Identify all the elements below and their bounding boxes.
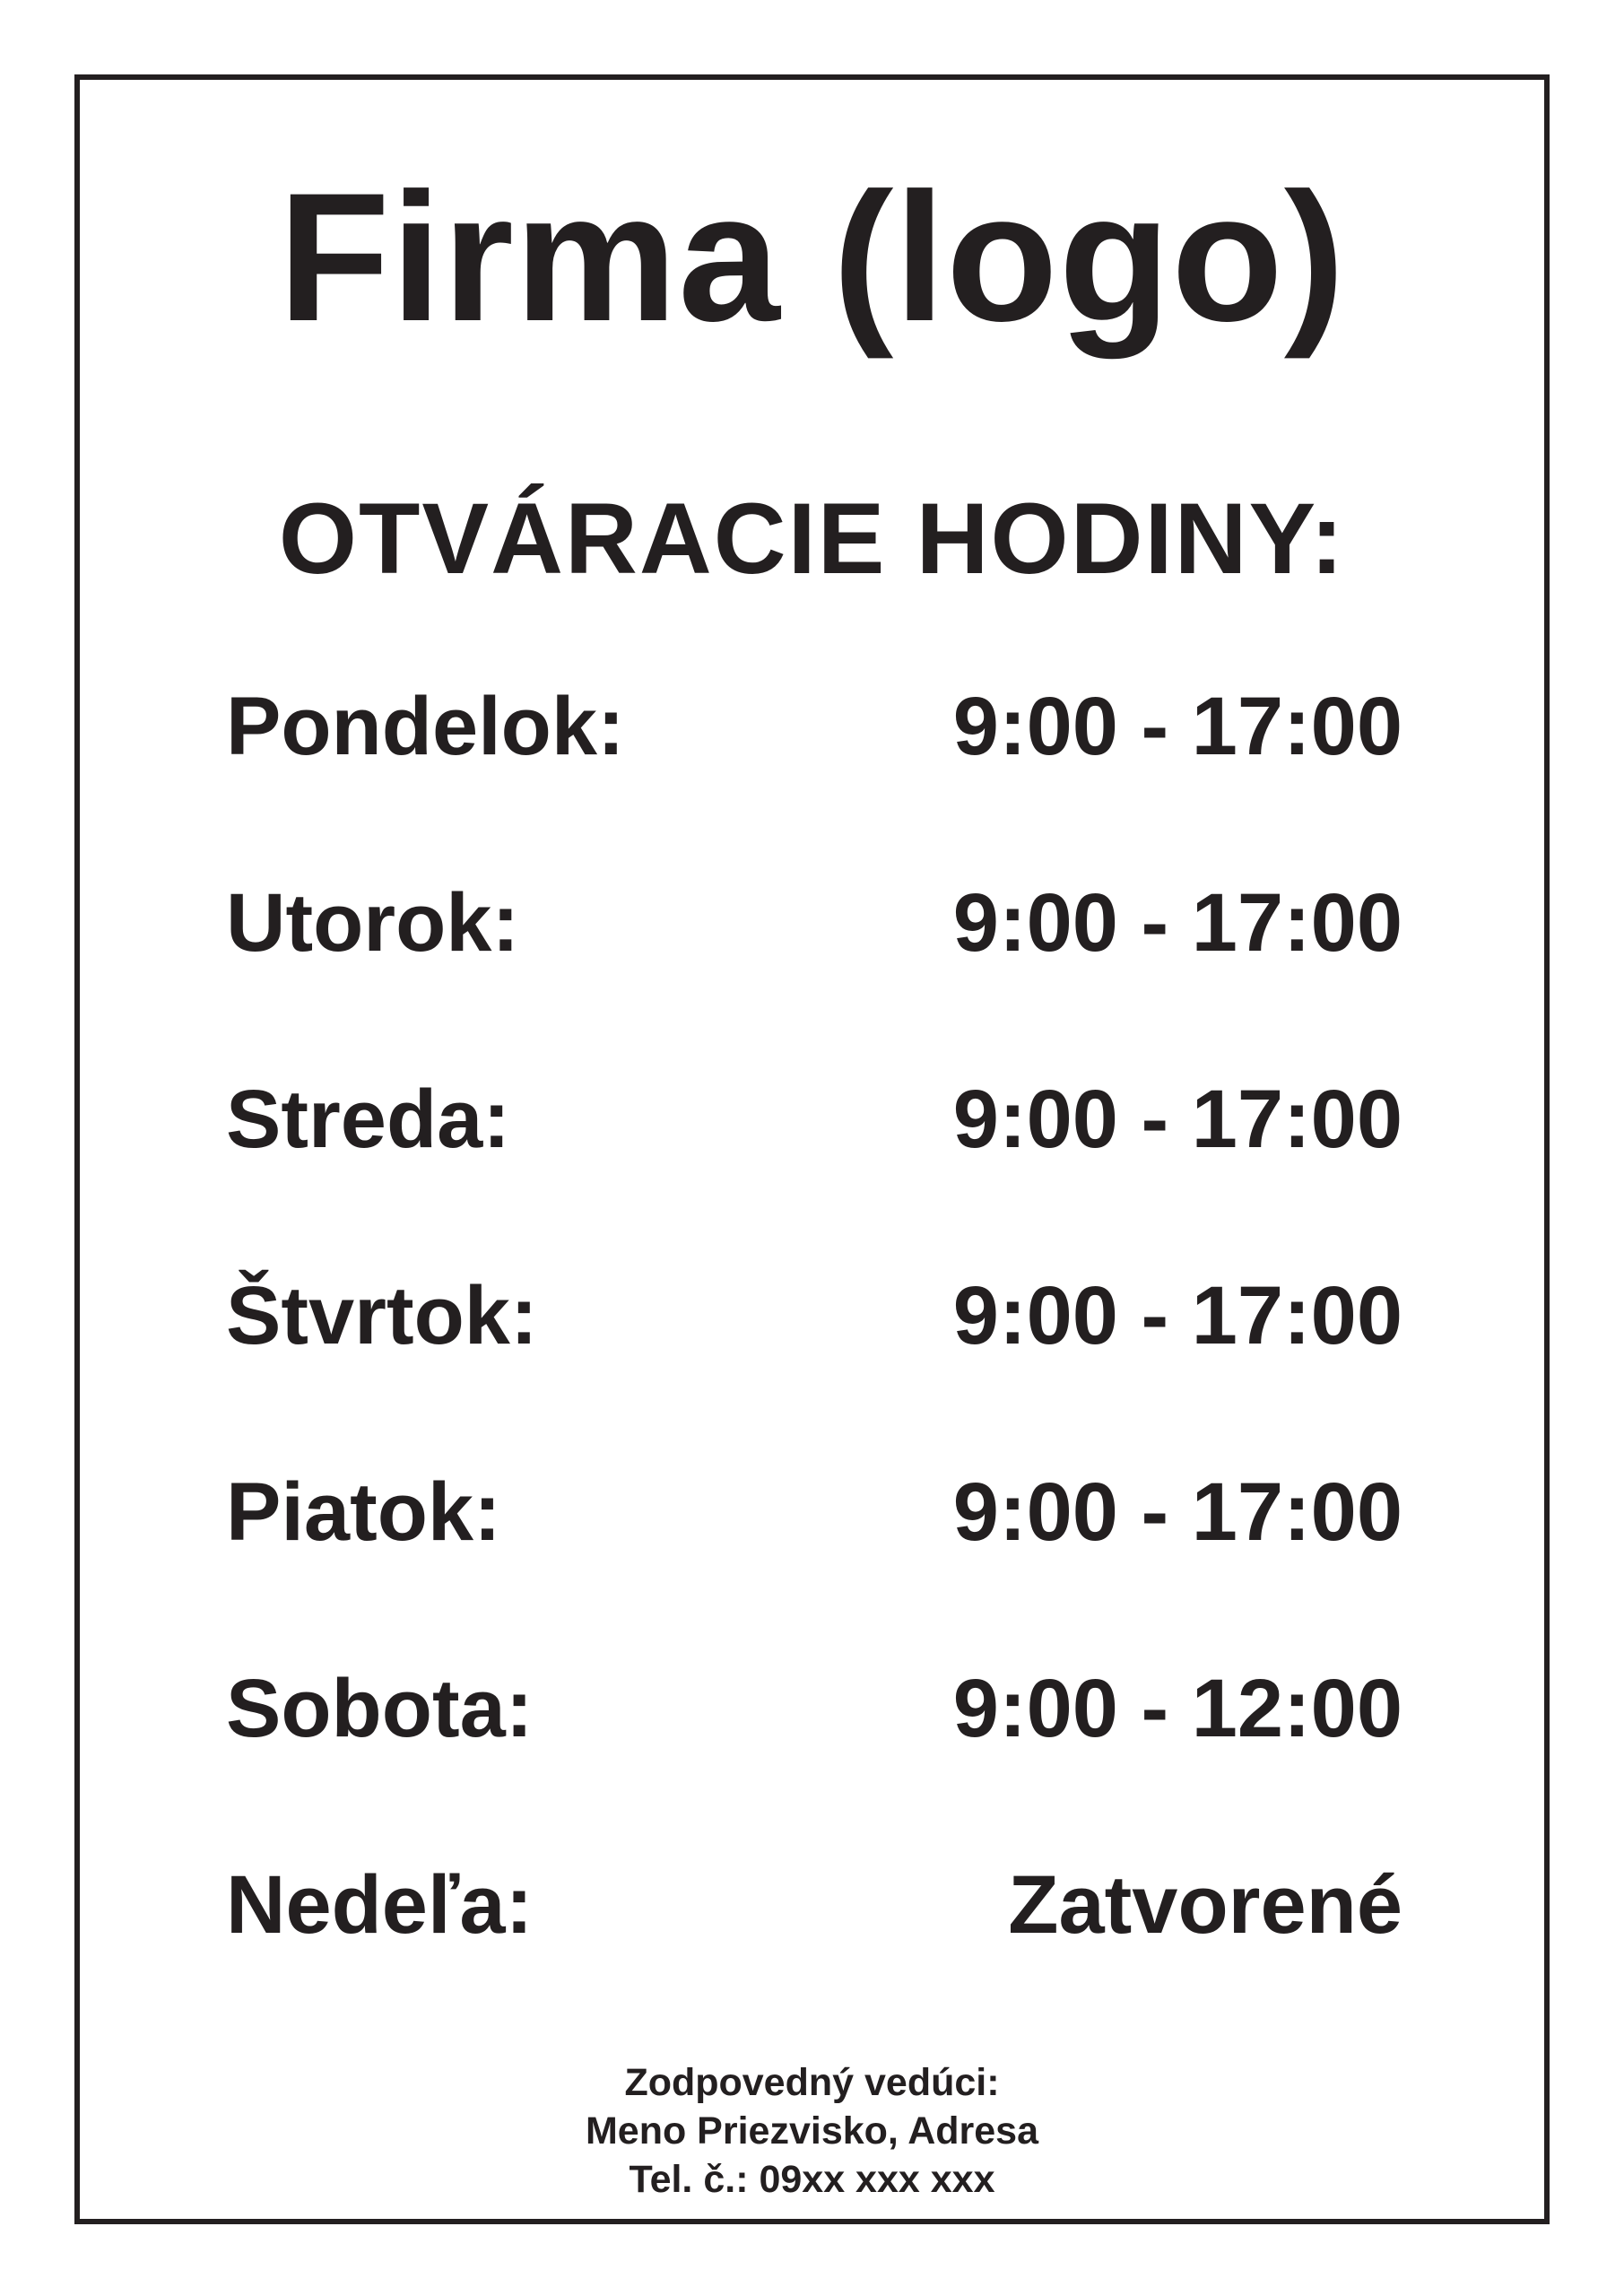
opening-hours-table — [226, 682, 1403, 2057]
time-value: 9:00 - 17:00 — [952, 681, 1403, 772]
hours-row-monday — [226, 682, 1403, 878]
hours-row-saturday — [226, 1664, 1403, 1860]
company-logo-title: Firma (logo) — [278, 155, 1346, 360]
day-label: Štvrtok: — [226, 1270, 538, 1361]
hours-row-friday — [226, 1467, 1403, 1664]
day-label: Streda: — [226, 1074, 510, 1165]
hours-row-wednesday — [226, 1074, 1403, 1271]
footer-name-address: Meno Priezvisko, Adresa — [585, 2109, 1039, 2152]
opening-hours-heading: OTVÁRACIE HODINY: — [278, 483, 1346, 595]
day-label: Sobota: — [226, 1663, 534, 1754]
hours-row-sunday — [226, 1860, 1403, 2057]
day-label: Piatok: — [226, 1466, 501, 1558]
time-value: 9:00 - 17:00 — [952, 1074, 1403, 1165]
time-value: 9:00 - 17:00 — [952, 1466, 1403, 1558]
responsible-manager-info — [0, 2058, 1624, 2204]
time-value: 9:00 - 12:00 — [952, 1663, 1403, 1754]
day-label: Utorok: — [226, 877, 520, 969]
hours-row-thursday — [226, 1271, 1403, 1467]
footer-manager-label: Zodpovedný vedúci: — [624, 2061, 1000, 2104]
time-value: 9:00 - 17:00 — [952, 1270, 1403, 1361]
day-label: Pondelok: — [226, 681, 625, 772]
time-value: Zatvorené — [1008, 1859, 1403, 1951]
footer-phone: Tel. č.: 09xx xxx xxx — [629, 2158, 995, 2201]
day-label: Nedeľa: — [226, 1859, 534, 1951]
time-value: 9:00 - 17:00 — [952, 877, 1403, 969]
hours-row-tuesday — [226, 878, 1403, 1074]
